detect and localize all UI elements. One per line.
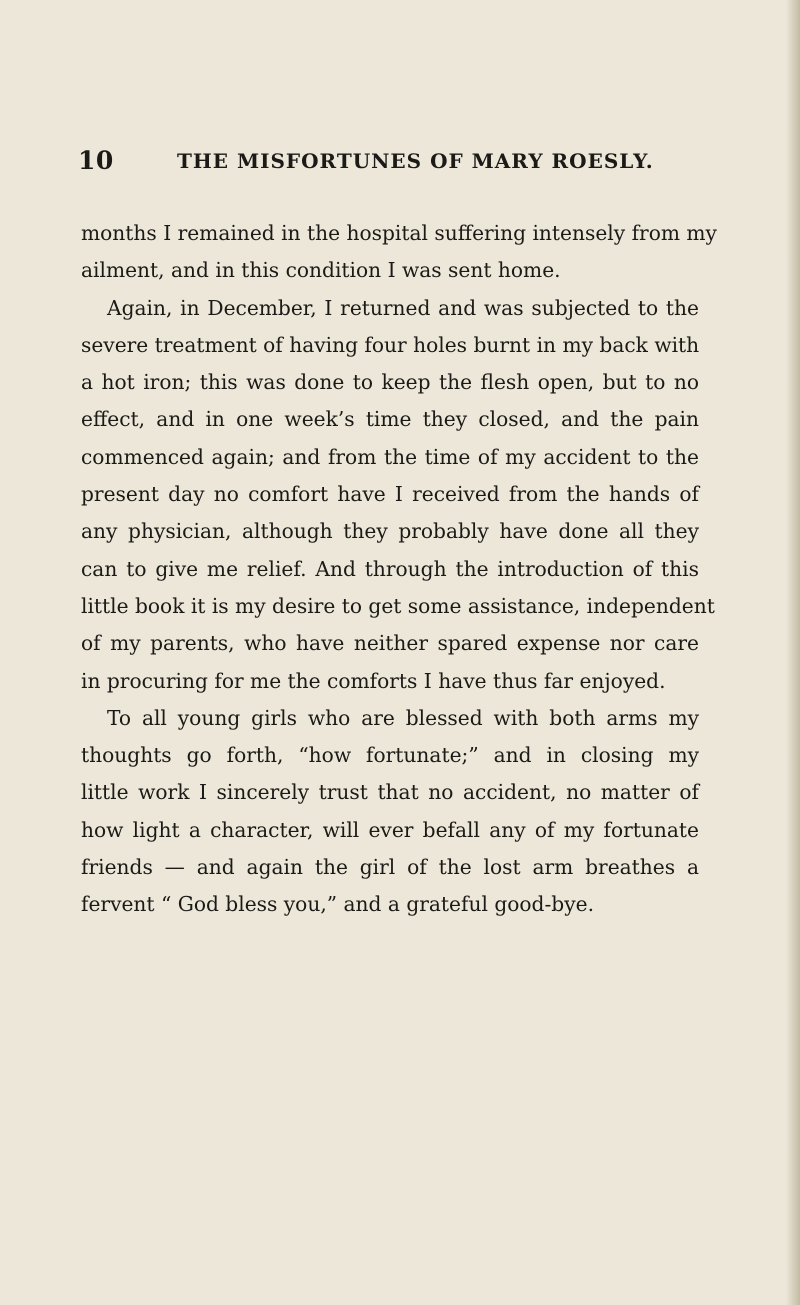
text-line: friends — and again the girl of the lost arm breathes a (81, 855, 699, 880)
text-line: thoughts go forth, “how fortunate;” and in closing my (81, 743, 699, 768)
page-header (72, 146, 732, 182)
text-line: commenced again; and from the time of my accident to the (81, 444, 699, 469)
text-line: months I remained in the hospital suffering intensely from my (81, 221, 717, 245)
page-edge-shadow (786, 0, 800, 1305)
text-line: present day no comfort have I received from the hands of (81, 482, 699, 507)
text-line: effect, and in one week’s time they closed, and the pain (81, 407, 699, 432)
text-line: To all young girls who are blessed with both arms my (107, 705, 699, 730)
text-line: in procuring for me the comforts I have thus far enjoyed. (81, 668, 666, 693)
text-line: a hot iron; this was done to keep the flesh open, but to no (81, 370, 699, 395)
running-title: THE MISFORTUNES OF MARY ROESLY. (177, 149, 654, 173)
page-number: 10 (78, 146, 114, 175)
text-line: little book it is my desire to get some assistance, independent (81, 593, 715, 618)
text-line: Again, in December, I returned and was subjected to the (107, 295, 699, 320)
text-line: severe treatment of having four holes burnt in my back with (81, 332, 700, 357)
text-line: how light a character, will ever befall any of my fortunate (81, 817, 699, 842)
body-text (81, 215, 717, 924)
text-line: ailment, and in this condition I was sent home. (81, 258, 561, 283)
text-line: little work I sincerely trust that no accident, no matter of (81, 780, 699, 805)
text-line: fervent “ God bless you,” and a grateful good-bye. (81, 892, 594, 917)
text-line: of my parents, who have neither spared expense nor care (81, 631, 699, 656)
text-line: can to give me relief. And through the introduction of this (81, 556, 699, 581)
text-line: any physician, although they probably have done all they (81, 519, 699, 544)
